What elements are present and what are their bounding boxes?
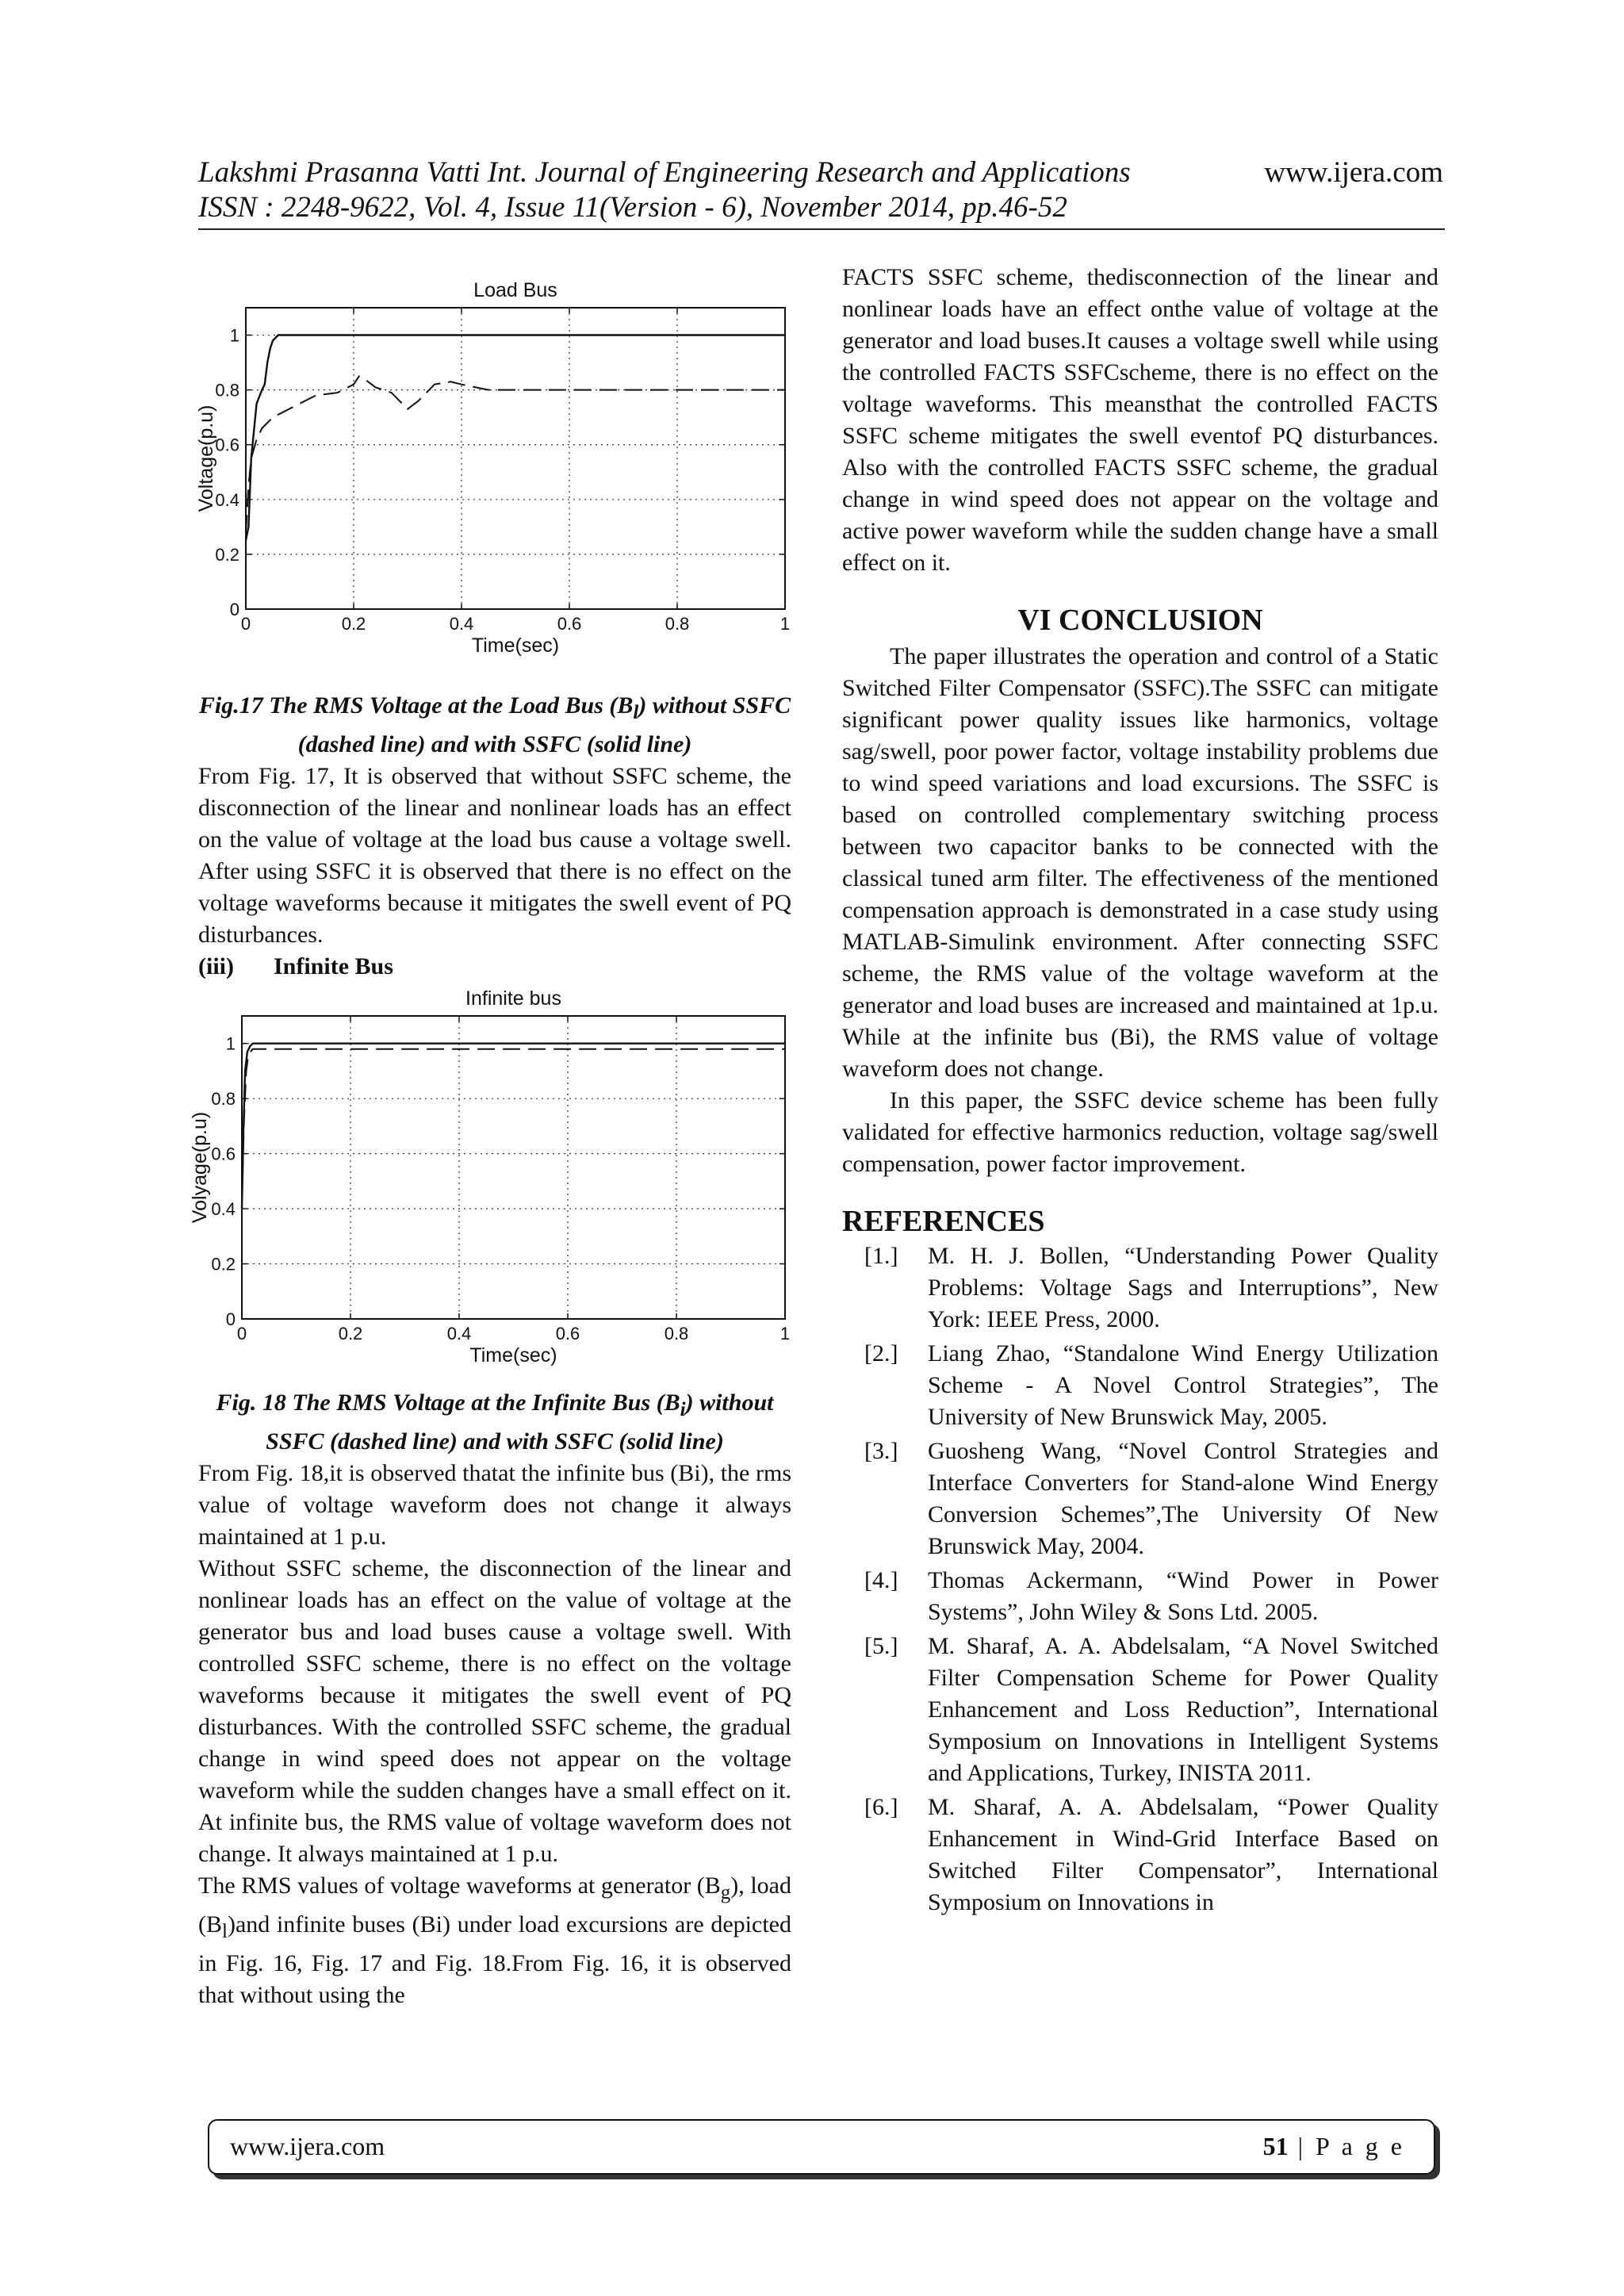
reference-list [842,1240,1438,1918]
subsection-number: (iii) [198,953,234,979]
paragraph: From Fig. 18,it is observed thatat the infinite bus (Bi), the rms value of voltage waveform does not change it always maintained at 1 p.u. [198,1460,791,1550]
series-without-ssfc [242,1049,785,1203]
paragraph: From Fig. 17, It is observed that without SSFC scheme, the disconnection of the linear and nonlinear loads has an effect on the value of voltage at the load bus cause a voltage swell. After using SSFC it is observed that there is no effect on the voltage waveforms because it mitigates the swell event of PQ disturbances. [198,763,791,948]
x-tick-label: 0.4 [449,614,474,634]
reference-number: [2.] [864,1340,898,1366]
reference-item [842,1565,1438,1628]
fig18-caption-rest: ) without SSFC (dashed line) and with SSFC (solid line) [266,1389,774,1455]
text-run: ), load (B [198,1872,792,1938]
reference-text: M. Sharaf, A. A. Abdelsalam, “A Novel Switched Filter Compensation Scheme for Power Quality Enhancement and Loss Reduction”, International Symposium on Innovations in Intelligent Systems and Applications, Turkey, INISTA 2011. [928,1633,1438,1786]
section-title-conclusion: VI CONCLUSION [1017,604,1263,637]
fig18-caption-main: Fig. 18 The RMS Voltage at the Infinite Bus (B [216,1389,680,1416]
reference-text: M. H. J. Bollen, “Understanding Power Quality Problems: Voltage Sags and Interruptions”, New York: IEEE Press, 2000. [928,1243,1438,1332]
x-tick-label: 0 [236,1324,247,1343]
series-with-ssfc [242,1044,785,1209]
reference-text: Thomas Ackermann, “Wind Power in Power Systems”, John Wiley & Sons Ltd. 2005. [928,1567,1438,1625]
y-tick-label: 0 [229,600,239,619]
y-tick-label: 0.4 [215,489,239,510]
plot-frame [242,1016,785,1319]
page-number [1263,2132,1405,2161]
y-tick-label: 0 [225,1309,236,1329]
x-tick-label: 0.8 [664,1324,689,1343]
header-line-1: Lakshmi Prasanna Vatti Int. Journal of Engineering Research and Applications [198,156,1131,189]
x-tick-label: 0.2 [341,614,366,634]
series-with-ssfc [246,335,785,541]
reference-text: Liang Zhao, “Standalone Wind Energy Utilization Scheme - A Novel Control Strategies”, The University of New Brunswick May, 2005. [928,1340,1438,1430]
figure-17-caption [198,690,791,761]
reference-item [842,1435,1438,1562]
y-axis-label: Voltage(p.u) [195,404,217,512]
page-footer [208,2119,1435,2175]
reference-item [842,1792,1438,1918]
x-tick-label: 0.4 [446,1324,472,1343]
y-tick-label: 1 [229,325,239,346]
left-column [189,262,792,2011]
header-line-2: ISSN : 2248-9622, Vol. 4, Issue 11(Version - 6), November 2014, pp.46-52 [198,191,1067,224]
paragraph: Without SSFC scheme, the disconnection of the linear and nonlinear loads has an effect on the value of voltage at the generator bus and load buses cause a voltage swell. With controlled SSFC scheme, there is no effect on the voltage waveforms because it mitigates the swell event of PQ disturbances. With the controlled SSFC scheme, the gradual change in wind speed does not appear on the voltage waveform while the sudden changes have a small effect on it. At infinite bus, the RMS value of voltage waveform does not change. It always maintained at 1 p.u. [198,1555,791,1867]
plot-frame [246,308,785,609]
y-tick-label: 0.8 [215,380,239,401]
reference-number: [6.] [864,1794,898,1820]
text-run: )and infinite buses (Bi) under load excursions are depicted in Fig. 16, Fig. 17 and Fig. 18.From Fig. 16, it is observed that without using the [198,1911,791,2008]
header-rule [198,228,1445,230]
y-tick-label: 0.8 [211,1089,236,1110]
x-tick-label: 0.2 [338,1324,363,1343]
reference-item [842,1338,1438,1433]
x-tick-label: 1 [779,1324,791,1343]
paragraph [198,1870,791,2011]
reference-item [842,1240,1438,1336]
subsection-heading [198,951,791,983]
right-column [842,262,1438,1921]
subscript: g [720,1882,731,1903]
fig17-caption-sub: l [633,702,639,723]
load-bus-chart [195,262,791,690]
chart-title: Load Bus [473,279,557,301]
reference-text: M. Sharaf, A. A. Abdelsalam, “Power Quality Enhancement in Wind-Grid Interface Based on Switched Filter Compensator”, International Symposium on Innovations in [928,1794,1438,1915]
reference-number: [3.] [864,1438,898,1464]
reference-item [842,1631,1438,1789]
y-tick-label: 1 [225,1033,236,1054]
x-tick-label: 0 [240,614,251,634]
header-site: www.ijera.com [1264,156,1443,189]
fig17-caption-rest: ) without SSFC (dashed line) and with SSFC (solid line) [297,692,791,757]
page-number-value: 51 [1262,2132,1289,2160]
footer-site: www.ijera.com [230,2132,385,2160]
fig18-caption-sub: i [680,1399,686,1420]
paragraph: In this paper, the SSFC device scheme has been fully validated for effective harmonics reduction, voltage sag/swell compensation, power factor improvement. [842,1087,1438,1177]
reference-number: [5.] [864,1633,898,1659]
paragraph: The paper illustrates the operation and control of a Static Switched Filter Compensator (SSFC).The SSFC can mitigate significant power quality issues like harmonics, voltage sag/swell, poor power factor, voltage instability problems due to wind speed variations and load excursions. The SSFC is based on controlled complementary switching process between two capacitor banks to be connected with the classical tuned arm filter. The effectiveness of the mentioned compensation approach is demonstrated in a case study using MATLAB-Simulink environment. After connecting SSFC scheme, the RMS value of the voltage waveform at the generator and load buses are increased and maintained at 1p.u. While at the infinite bus (Bi), the RMS value of voltage waveform does not change. [842,643,1438,1082]
chart-title: Infinite bus [465,987,561,1010]
x-tick-label: 1 [779,614,791,634]
reference-number: [1.] [864,1243,898,1269]
y-axis-label: Volyage(p.u) [189,1111,211,1224]
y-tick-label: 0.6 [211,1144,236,1164]
subsection-title: Infinite Bus [274,953,393,979]
x-axis-label: Time(sec) [469,1344,557,1366]
infinite-bus-chart [189,987,791,1384]
figure-17 [195,262,791,690]
reference-text: Guosheng Wang, “Novel Control Strategies and Interface Converters for Stand-alone Wind Energy Conversion Schemes”,The University Of New Brunswick May, 2004. [928,1438,1438,1559]
y-tick-label: 0.2 [215,544,239,565]
x-tick-label: 0.8 [665,614,690,634]
running-header [198,155,1443,225]
subscript: l [222,1921,228,1942]
y-tick-label: 0.4 [211,1199,236,1220]
fig17-caption-main: Fig.17 The RMS Voltage at the Load Bus (B [198,692,634,719]
series-without-ssfc [246,376,785,532]
section-title-references: REFERENCES [842,1205,1045,1238]
y-tick-label: 0.2 [211,1254,236,1274]
reference-number: [4.] [864,1567,898,1593]
figure-18-caption [198,1387,791,1458]
x-axis-label: Time(sec) [471,634,560,657]
figure-18 [189,987,791,1384]
x-tick-label: 0.6 [555,1324,580,1343]
page-number-text: | P a g e [1288,2132,1405,2160]
paragraph: FACTS SSFC scheme, thedisconnection of the linear and nonlinear loads have an effect onthe value of voltage at the generator and load buses.It causes a voltage swell while using the controlled FACTS SSFCscheme, there is no effect on the voltage waveforms. This meansthat the controlled FACTS SSFC scheme mitigates the swell eventof PQ disturbances. Also with the controlled FACTS SSFC scheme, the gradual change in wind speed does not appear on the voltage and active power waveform while the sudden change have a small effect on it. [842,264,1438,576]
x-tick-label: 0.6 [557,614,582,634]
text-run: The RMS values of voltage waveforms at generator (B [198,1872,721,1899]
y-tick-label: 0.6 [215,435,239,455]
